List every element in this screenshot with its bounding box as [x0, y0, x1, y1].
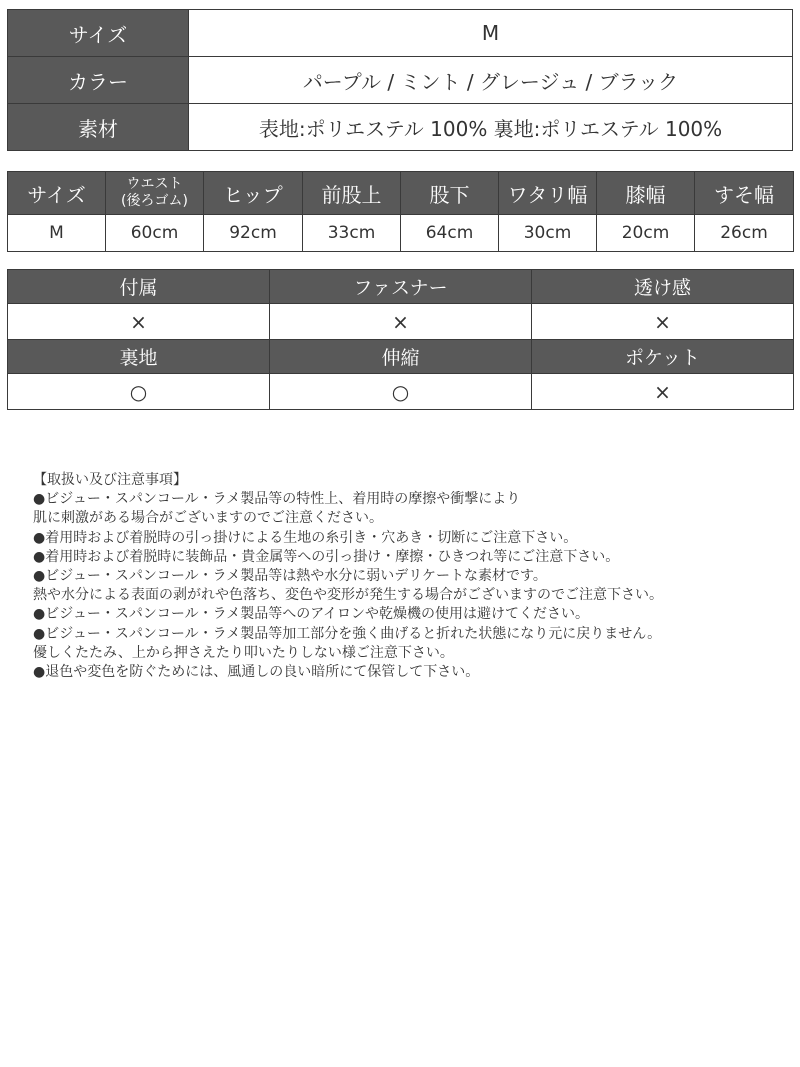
note-line: ●着用時および着脱時に装飾品・貴金属等への引っ掛け・摩擦・ひきつれ等にご注意下さい。	[33, 548, 620, 565]
info-label-material: 素材	[8, 104, 189, 151]
info-label-size: サイズ	[8, 10, 189, 57]
feature-header-stretch: 伸縮	[270, 340, 532, 374]
size-header-hem-width: すそ幅	[695, 172, 794, 215]
size-header-inseam: 股下	[401, 172, 499, 215]
feature-value-row-2	[8, 374, 794, 410]
size-header-row	[8, 172, 794, 215]
feature-value-lining	[8, 374, 270, 410]
notes-heading: 【取扱い及び注意事項】	[33, 472, 187, 488]
size-header-size: サイズ	[8, 172, 106, 215]
size-value-knee-width: 20cm	[597, 215, 695, 252]
note-line: ●ビジュー・スパンコール・ラメ製品等加工部分を強く曲げると折れた状態になり元に戻りません。	[33, 625, 662, 642]
note-line: ●着用時および着脱時の引っ掛けによる生地の糸引き・穴あき・切断にご注意下さい。	[33, 529, 578, 546]
note-line: 肌に刺激がある場合がございますのでご注意ください。	[33, 510, 383, 527]
size-header-hip: ヒップ	[204, 172, 303, 215]
size-value-front-rise: 33cm	[303, 215, 401, 252]
feature-value-stretch	[270, 374, 532, 410]
size-value-hem-width: 26cm	[695, 215, 794, 252]
info-row-size	[8, 10, 793, 57]
info-label-color: カラー	[8, 57, 189, 104]
cross-mark-icon: ×	[654, 309, 671, 334]
size-value-inseam: 64cm	[401, 215, 499, 252]
feature-value-pocket	[532, 374, 794, 410]
note-line: ●ビジュー・スパンコール・ラメ製品等へのアイロンや乾燥機の使用は避けてください。	[33, 606, 589, 623]
feature-value-accessory	[8, 304, 270, 340]
feature-header-lining: 裏地	[8, 340, 270, 374]
feature-header-accessory: 付属	[8, 270, 270, 304]
info-value-color: パープル / ミント / グレージュ / ブラック	[189, 57, 793, 104]
size-value-row	[8, 215, 794, 252]
size-value-thigh-width: 30cm	[499, 215, 597, 252]
cross-mark-icon: ×	[392, 309, 409, 334]
feature-header-zipper: ファスナー	[270, 270, 532, 304]
feature-header-sheerness: 透け感	[532, 270, 794, 304]
note-line: 優しくたたみ、上から押さえたり叩いたりしない様ご注意下さい。	[33, 644, 454, 661]
note-line: ●ビジュー・スパンコール・ラメ製品等は熱や水分に弱いデリケートな素材です。	[33, 568, 547, 585]
feature-value-zipper	[270, 304, 532, 340]
note-line: ●退色や変色を防ぐためには、風通しの良い暗所にて保管して下さい。	[33, 664, 480, 681]
size-header-knee-width: 膝幅	[597, 172, 695, 215]
size-value-waist: 60cm	[106, 215, 204, 252]
size-header-waist	[106, 172, 204, 215]
size-value-size: M	[8, 215, 106, 252]
product-info-table	[7, 9, 793, 151]
feature-header-pocket: ポケット	[532, 340, 794, 374]
circle-mark-icon: ○	[391, 379, 410, 404]
feature-table	[7, 269, 794, 410]
cross-mark-icon: ×	[654, 379, 671, 404]
cross-mark-icon: ×	[130, 309, 147, 334]
feature-value-sheerness	[532, 304, 794, 340]
note-line: 熱や水分による表面の剥がれや色落ち、変色や変形が発生する場合がございますのでご注意下さい。	[33, 587, 663, 604]
size-header-waist-main: ウエスト	[126, 176, 183, 192]
info-row-material	[8, 104, 793, 151]
feature-header-row-2	[8, 340, 794, 374]
info-row-color	[8, 57, 793, 104]
size-header-thigh-width: ワタリ幅	[499, 172, 597, 215]
feature-header-row-1	[8, 270, 794, 304]
info-value-size: M	[189, 10, 793, 57]
size-measurement-table	[7, 171, 794, 252]
feature-value-row-1	[8, 304, 794, 340]
note-line: ●ビジュー・スパンコール・ラメ製品等の特性上、着用時の摩擦や衝撃により	[33, 491, 521, 508]
size-header-waist-note: (後ろゴム)	[121, 193, 188, 209]
size-value-hip: 92cm	[204, 215, 303, 252]
care-notes	[33, 471, 793, 682]
info-value-material: 表地:ポリエステル 100% 裏地:ポリエステル 100%	[189, 104, 793, 151]
size-header-front-rise: 前股上	[303, 172, 401, 215]
circle-mark-icon: ○	[129, 379, 148, 404]
